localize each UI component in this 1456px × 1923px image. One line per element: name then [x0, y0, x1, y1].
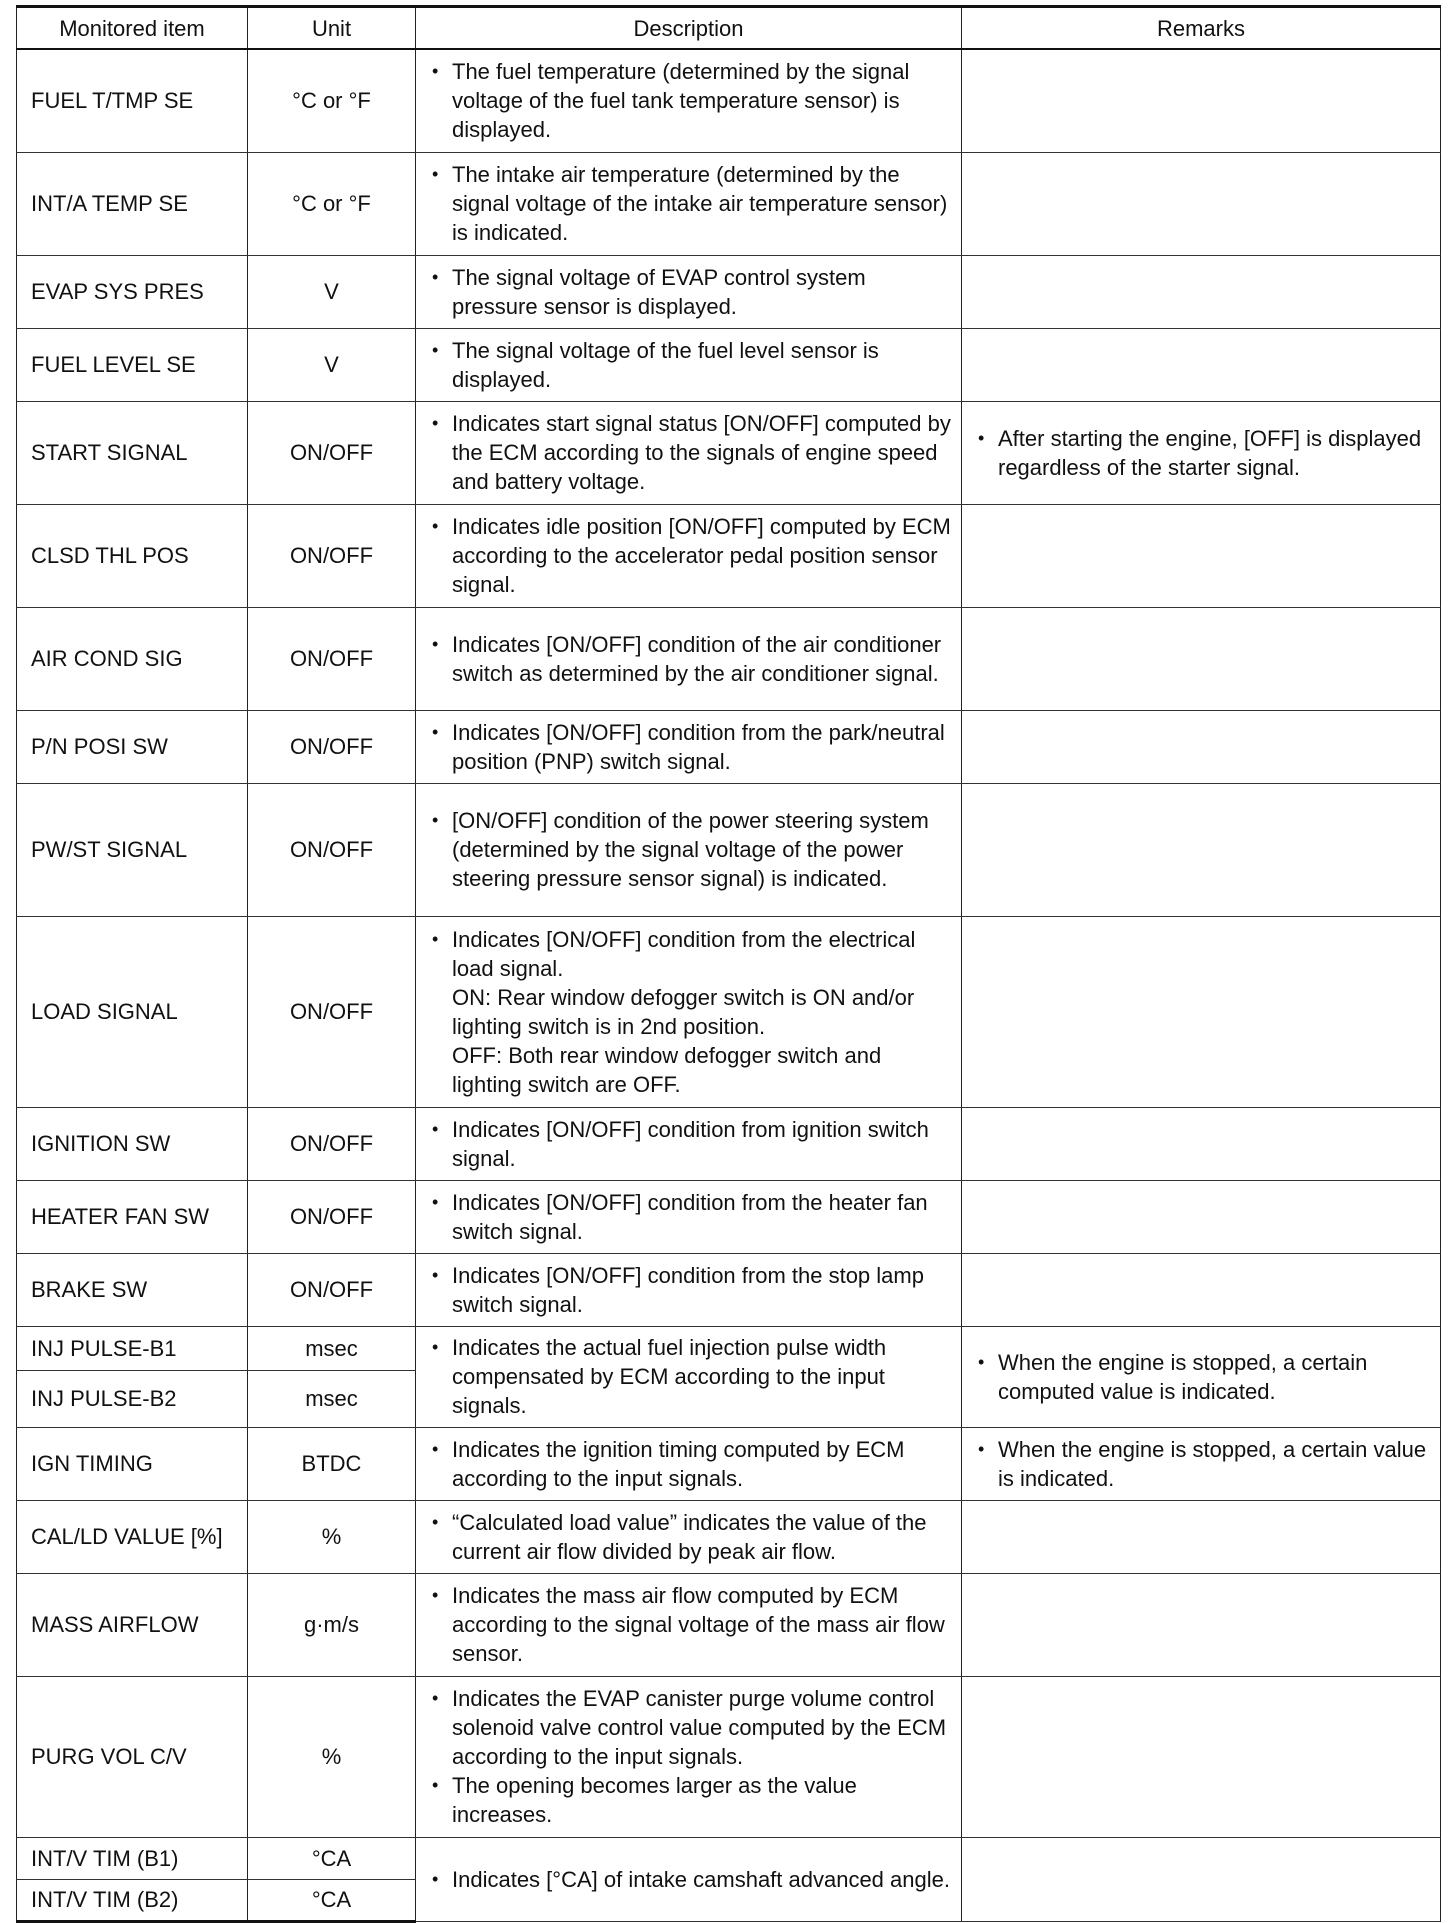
- header-item: Monitored item: [17, 7, 248, 50]
- description-cell: [416, 504, 962, 607]
- description-bullet: • Indicates the EVAP canister purge volume control solenoid valve control value computed by the ECM according to the input signals.: [428, 1684, 951, 1771]
- remarks-cell: [962, 1676, 1441, 1837]
- remarks-cell: [962, 504, 1441, 607]
- unit-value: ON/OFF: [248, 916, 416, 1107]
- table-row: [17, 328, 1441, 401]
- table-row: [17, 49, 1441, 152]
- monitored-item: CLSD THL POS: [17, 504, 248, 607]
- unit-value: ON/OFF: [248, 607, 416, 710]
- monitored-item: PURG VOL C/V: [17, 1676, 248, 1837]
- description-cell: [416, 1500, 962, 1573]
- monitored-item: FUEL T/TMP SE: [17, 49, 248, 152]
- remarks-cell: [962, 1427, 1441, 1500]
- monitored-item: P/N POSI SW: [17, 710, 248, 783]
- unit-value: ON/OFF: [248, 783, 416, 916]
- description-bullet: • The opening becomes larger as the value increases.: [428, 1771, 951, 1829]
- unit-value: g·m/s: [248, 1573, 416, 1676]
- remarks-bullet: • When the engine is stopped, a certain computed value is indicated.: [974, 1348, 1430, 1406]
- description-bullet: • The intake air temperature (determined by the signal voltage of the intake air temperature sensor) is indicated.: [428, 160, 951, 247]
- description-text: • Indicates [ON/OFF] condition from the electrical load signal.: [452, 926, 916, 981]
- remarks-cell: [962, 401, 1441, 504]
- remarks-bullet: • When the engine is stopped, a certain value is indicated.: [974, 1435, 1430, 1493]
- header-description: Description: [416, 7, 962, 50]
- table-row: [17, 607, 1441, 710]
- description-bullet: [428, 925, 951, 1099]
- unit-value: °CA: [248, 1837, 416, 1879]
- unit-value: %: [248, 1676, 416, 1837]
- remarks-cell: [962, 1500, 1441, 1573]
- monitored-item: IGN TIMING: [17, 1427, 248, 1500]
- monitored-item: HEATER FAN SW: [17, 1180, 248, 1253]
- description-bullet: • The fuel temperature (determined by the signal voltage of the fuel tank temperature sensor) is displayed.: [428, 57, 951, 144]
- monitored-item: FUEL LEVEL SE: [17, 328, 248, 401]
- header-remarks: Remarks: [962, 7, 1441, 50]
- remarks-cell: [962, 1107, 1441, 1180]
- on-condition-text: ON: Rear window defogger switch is ON and/or lighting switch is in 2nd position.: [452, 984, 915, 1039]
- table-row: [17, 916, 1441, 1107]
- table-row: [17, 1573, 1441, 1676]
- remarks-cell: [962, 1253, 1441, 1326]
- off-condition-text: OFF: Both rear window defogger switch and lighting switch are OFF.: [452, 1042, 882, 1097]
- monitored-item: AIR COND SIG: [17, 607, 248, 710]
- description-cell: [416, 1573, 962, 1676]
- table-row: [17, 1837, 1441, 1879]
- unit-value: ON/OFF: [248, 1180, 416, 1253]
- document-page: [16, 5, 1441, 1923]
- remarks-cell: [962, 1180, 1441, 1253]
- description-bullet: • Indicates the ignition timing computed by ECM according to the input signals.: [428, 1435, 951, 1493]
- description-bullet: • Indicates [°CA] of intake camshaft advanced angle.: [428, 1865, 951, 1894]
- table-row: [17, 1326, 1441, 1370]
- description-cell: [416, 1253, 962, 1326]
- remarks-cell: [962, 916, 1441, 1107]
- description-cell: [416, 1837, 962, 1921]
- monitored-item: INJ PULSE-B1: [17, 1326, 248, 1370]
- description-bullet: • Indicates start signal status [ON/OFF] computed by the ECM according to the signals of engine speed and battery voltage.: [428, 409, 951, 496]
- description-cell: [416, 1326, 962, 1427]
- monitored-item: CAL/LD VALUE [%]: [17, 1500, 248, 1573]
- remarks-cell: [962, 1326, 1441, 1427]
- monitored-item: LOAD SIGNAL: [17, 916, 248, 1107]
- header-unit: Unit: [248, 7, 416, 50]
- description-cell: [416, 1676, 962, 1837]
- description-bullet: • Indicates [ON/OFF] condition from the stop lamp switch signal.: [428, 1261, 951, 1319]
- description-bullet: • Indicates [ON/OFF] condition from the park/neutral position (PNP) switch signal.: [428, 718, 951, 776]
- header-row: [17, 7, 1441, 50]
- description-bullet: • “Calculated load value” indicates the value of the current air flow divided by peak air flow.: [428, 1508, 951, 1566]
- monitored-item: START SIGNAL: [17, 401, 248, 504]
- unit-value: BTDC: [248, 1427, 416, 1500]
- description-cell: [416, 49, 962, 152]
- description-bullet: • Indicates [ON/OFF] condition of the air conditioner switch as determined by the air conditioner signal.: [428, 630, 951, 688]
- unit-value: °C or °F: [248, 152, 416, 255]
- monitored-item: INT/A TEMP SE: [17, 152, 248, 255]
- description-cell: [416, 1180, 962, 1253]
- unit-value: msec: [248, 1326, 416, 1370]
- monitored-item: PW/ST SIGNAL: [17, 783, 248, 916]
- description-bullet: • The signal voltage of EVAP control system pressure sensor is displayed.: [428, 263, 951, 321]
- remarks-cell: [962, 1837, 1441, 1921]
- description-cell: [416, 1427, 962, 1500]
- remarks-cell: [962, 152, 1441, 255]
- unit-value: V: [248, 255, 416, 328]
- table-row: [17, 783, 1441, 916]
- description-cell: [416, 401, 962, 504]
- description-cell: [416, 783, 962, 916]
- description-bullet: • Indicates the mass air flow computed by ECM according to the signal voltage of the mass air flow sensor.: [428, 1581, 951, 1668]
- remarks-cell: [962, 1573, 1441, 1676]
- monitored-item: EVAP SYS PRES: [17, 255, 248, 328]
- remarks-cell: [962, 710, 1441, 783]
- monitored-item: MASS AIRFLOW: [17, 1573, 248, 1676]
- unit-value: %: [248, 1500, 416, 1573]
- description-cell: [416, 607, 962, 710]
- table-row: [17, 152, 1441, 255]
- description-cell: [416, 710, 962, 783]
- unit-value: ON/OFF: [248, 1107, 416, 1180]
- unit-value: ON/OFF: [248, 504, 416, 607]
- remarks-cell: [962, 607, 1441, 710]
- table-row: [17, 1676, 1441, 1837]
- unit-value: °CA: [248, 1879, 416, 1921]
- description-cell: [416, 152, 962, 255]
- monitored-item: BRAKE SW: [17, 1253, 248, 1326]
- description-cell: [416, 255, 962, 328]
- unit-value: °C or °F: [248, 49, 416, 152]
- table-row: [17, 504, 1441, 607]
- unit-value: ON/OFF: [248, 1253, 416, 1326]
- table-row: [17, 1253, 1441, 1326]
- description-cell: [416, 1107, 962, 1180]
- unit-value: ON/OFF: [248, 710, 416, 783]
- monitor-table: [16, 5, 1441, 1923]
- monitored-item: IGNITION SW: [17, 1107, 248, 1180]
- remarks-cell: [962, 49, 1441, 152]
- description-cell: [416, 916, 962, 1107]
- unit-value: ON/OFF: [248, 401, 416, 504]
- remarks-cell: [962, 328, 1441, 401]
- description-bullet: • Indicates the actual fuel injection pulse width compensated by ECM according to the input signals.: [428, 1333, 951, 1420]
- monitored-item: INT/V TIM (B1): [17, 1837, 248, 1879]
- table-row: [17, 255, 1441, 328]
- table-row: [17, 1107, 1441, 1180]
- table-row: [17, 401, 1441, 504]
- table-row: [17, 1180, 1441, 1253]
- description-bullet: • [ON/OFF] condition of the power steering system (determined by the signal voltage of the power steering pressure sensor signal) is indicated.: [428, 806, 951, 893]
- description-cell: [416, 328, 962, 401]
- monitored-item: INT/V TIM (B2): [17, 1879, 248, 1921]
- unit-value: V: [248, 328, 416, 401]
- table-row: [17, 1500, 1441, 1573]
- description-bullet: • Indicates [ON/OFF] condition from the heater fan switch signal.: [428, 1188, 951, 1246]
- remarks-cell: [962, 783, 1441, 916]
- remarks-bullet: • After starting the engine, [OFF] is displayed regardless of the starter signal.: [974, 424, 1430, 482]
- table-row: [17, 710, 1441, 783]
- description-bullet: • Indicates [ON/OFF] condition from ignition switch signal.: [428, 1115, 951, 1173]
- unit-value: msec: [248, 1370, 416, 1427]
- description-bullet: • Indicates idle position [ON/OFF] computed by ECM according to the accelerator pedal position sensor signal.: [428, 512, 951, 599]
- remarks-cell: [962, 255, 1441, 328]
- description-bullet: • The signal voltage of the fuel level sensor is displayed.: [428, 336, 951, 394]
- monitored-item: INJ PULSE-B2: [17, 1370, 248, 1427]
- table-row: [17, 1427, 1441, 1500]
